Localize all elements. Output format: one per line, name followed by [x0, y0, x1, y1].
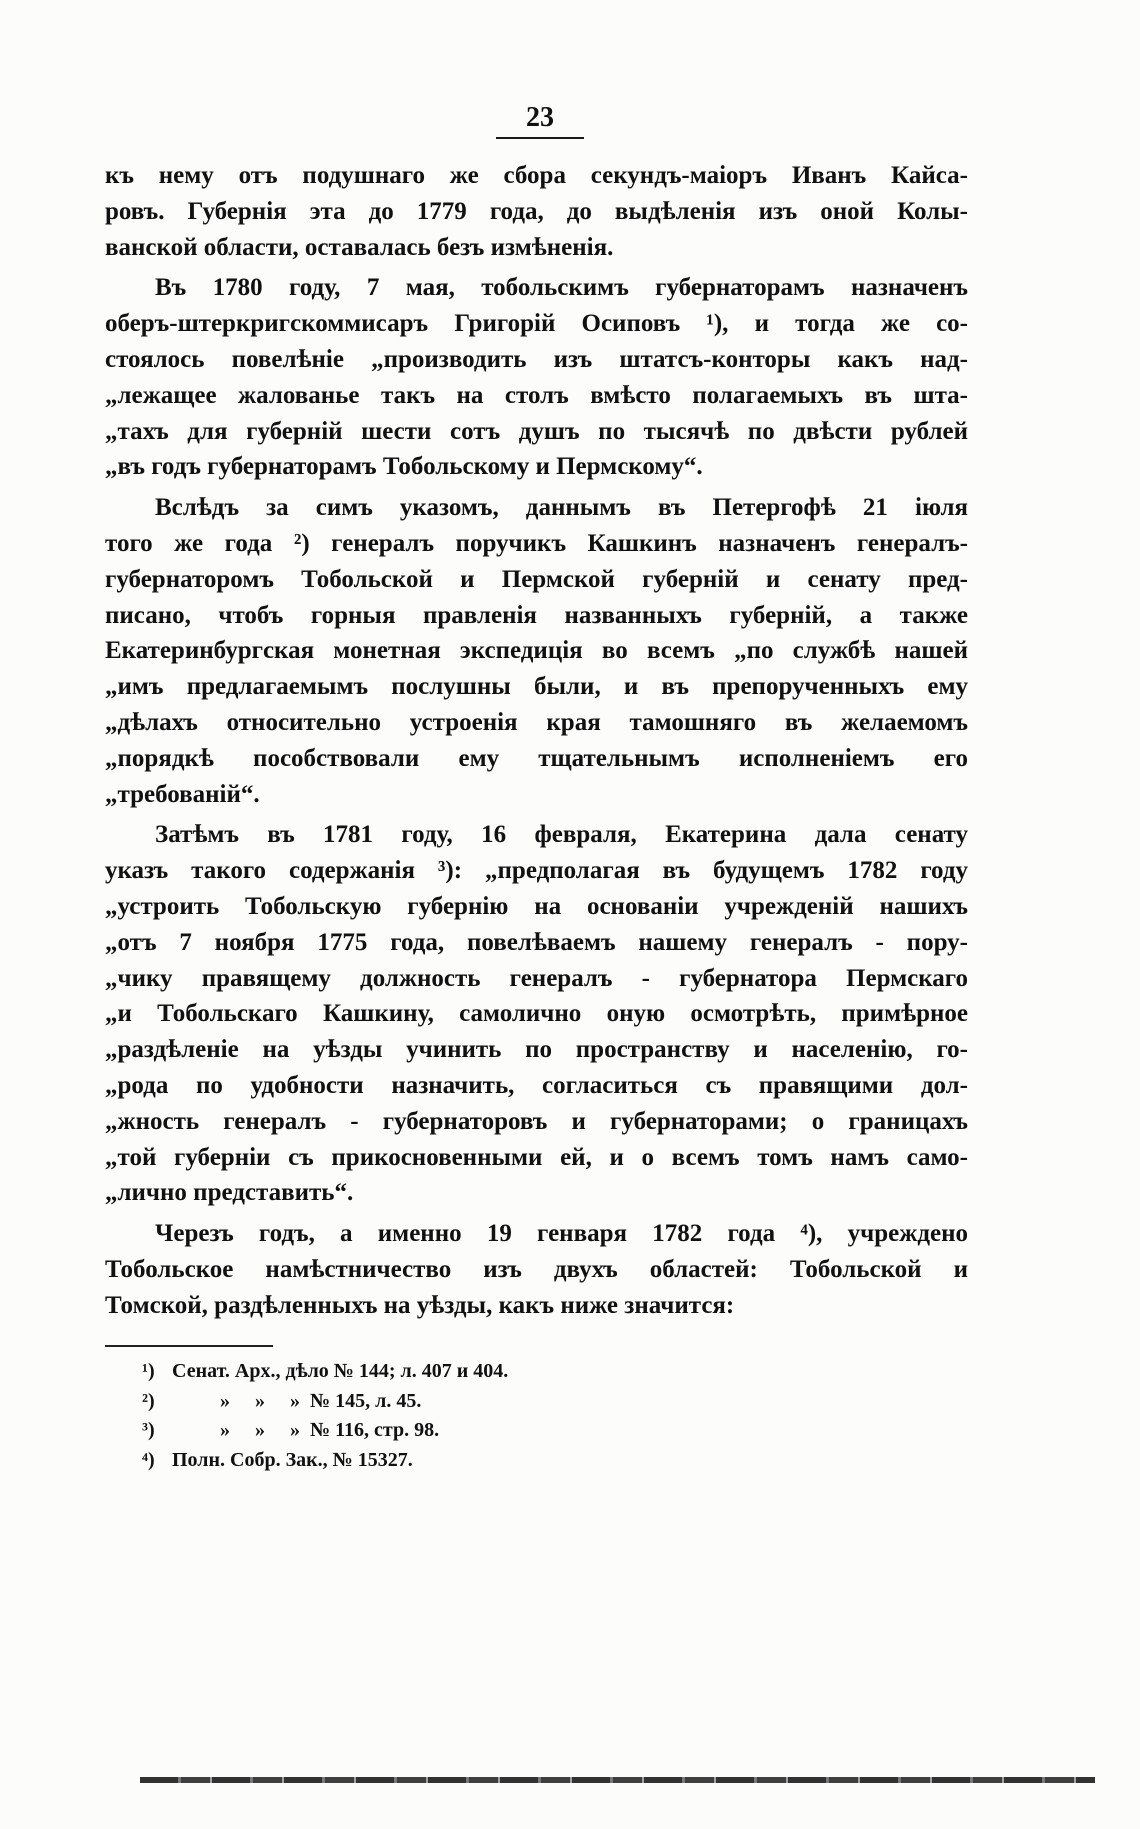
- text-line: „рода по удобности назначить, согласиться съ правящими дол-: [105, 1071, 968, 1099]
- paragraph: [105, 270, 968, 485]
- footnote-mark: ³): [142, 1419, 155, 1442]
- text-line: „жность генералъ - губернаторовъ и губернаторами; о границахъ: [105, 1107, 968, 1135]
- text-line: оберъ-штеркригскоммисаръ Григорій Осиповъ ¹), и тогда же со-: [105, 310, 968, 338]
- text-line: ванской области, оставалась безъ измѣненія.: [105, 233, 614, 261]
- text-line: писано, чтобъ горныя правленія названныхъ губерній, а также: [105, 601, 968, 629]
- text-line: къ нему отъ подушнаго же сбора секундъ-маіоръ Иванъ Кайса-: [105, 162, 968, 189]
- text-line: „и Тобольскаго Кашкину, самолично оную осмотрѣть, примѣрное: [105, 1000, 968, 1028]
- text-line: Въ 1780 году, 7 мая, тобольскимъ губернаторамъ назначенъ: [155, 274, 968, 302]
- footnote: [142, 1357, 842, 1387]
- text-line: „той губерніи съ прикосновенными ей, и о всемъ томъ намъ само-: [105, 1143, 968, 1171]
- footnote-mark: ⁴): [142, 1449, 155, 1472]
- text-line: Екатеринбургская монетная экспедиція во всемъ „по службѣ нашей: [105, 637, 968, 665]
- footnote: [142, 1416, 842, 1446]
- text-line: Затѣмъ въ 1781 году, 16 февраля, Екатерина дала сенату: [155, 821, 968, 849]
- text-line: „чику правящему должность генералъ - губернатора Пермскаго: [105, 964, 968, 992]
- text-line: „порядкѣ пособствовали ему тщательнымъ исполненіемъ его: [105, 744, 968, 772]
- text-line: Черезъ годъ, а именно 19 генваря 1782 года ⁴), учреждено: [155, 1220, 968, 1248]
- text-line: „лично представить“.: [105, 1179, 354, 1207]
- footnote: [142, 1446, 842, 1476]
- text-line: „дѣлахъ относительно устроенія края тамошняго въ желаемомъ: [105, 708, 968, 736]
- page-number: 23: [526, 102, 554, 133]
- footnote-text: Сенат. Арх., дѣло № 144; л. 407 и 404.: [172, 1360, 509, 1382]
- text-line: „раздѣленіе на уѣзды учинить по пространству и населенію, го-: [105, 1036, 968, 1064]
- bottom-scan-rule: [140, 1777, 1095, 1783]
- paragraph: [105, 158, 968, 265]
- text-line: губернаторомъ Тобольской и Пермской губерній и сенату пред-: [105, 565, 968, 593]
- page-number-underline: [496, 137, 584, 139]
- text-line: Тобольское намѣстничество изъ двухъ областей: Тобольской и: [105, 1255, 968, 1283]
- footnote-text: Полн. Собр. Зак., № 15327.: [172, 1449, 413, 1472]
- text-line: того же года ²) генералъ поручикъ Кашкинъ назначенъ генералъ-: [105, 529, 968, 557]
- paragraph: [105, 1216, 968, 1323]
- text-line: „требованій“.: [105, 780, 260, 808]
- text-line: ровъ. Губернія эта до 1779 года, до выдѣленія изъ оной Колы-: [105, 197, 968, 225]
- text-line: Томской, раздѣленныхъ на уѣзды, какъ ниже значится:: [105, 1291, 735, 1319]
- footnote-rule: [105, 1345, 273, 1347]
- text-line: „тахъ для губерній шести сотъ душъ по тысячѣ по двѣсти рублей: [105, 417, 968, 445]
- footnote-mark: ¹): [142, 1360, 155, 1382]
- text-line: указъ такого содержанія ³): „предполагая въ будущемъ 1782 году: [105, 857, 968, 885]
- text-line: Вслѣдъ за симъ указомъ, даннымъ въ Петергофѣ 21 іюля: [155, 494, 968, 522]
- paragraph: [105, 490, 968, 812]
- footnotes: [142, 1357, 842, 1476]
- text-line: „имъ предлагаемымъ послушны были, и въ препорученныхъ ему: [105, 673, 968, 701]
- footnote-text: » » » № 116, стр. 98.: [220, 1419, 440, 1442]
- text-line: стоялось повелѣніе „производить изъ штатсъ-конторы какъ над-: [105, 345, 968, 373]
- text-line: „отъ 7 ноября 1775 года, повелѣваемъ нашему генералъ - пору-: [105, 928, 968, 956]
- paragraph: [105, 817, 968, 1211]
- body-text: [105, 158, 968, 1324]
- text-line: „лежащее жалованье такъ на столъ вмѣсто полагаемыхъ въ шта-: [105, 381, 968, 409]
- text-line: „устроить Тобольскую губернію на основаніи учрежденій нашихъ: [105, 892, 968, 920]
- text-line: „въ годъ губернаторамъ Тобольскому и Пермскому“.: [105, 453, 703, 481]
- footnote-text: » » » № 145, л. 45.: [220, 1389, 422, 1412]
- footnote-mark: ²): [142, 1389, 155, 1412]
- footnote: [142, 1387, 842, 1417]
